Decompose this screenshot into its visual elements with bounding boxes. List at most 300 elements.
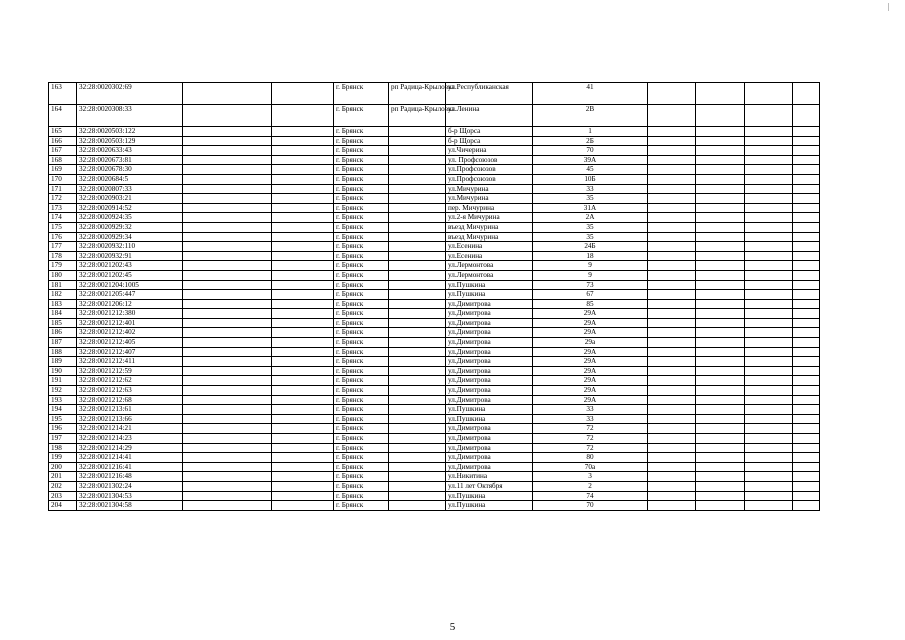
cell-city: г. Брянск — [334, 462, 389, 472]
cell-cadastral-number: 32:28:0021212:59 — [77, 366, 183, 376]
cell-city: г. Брянск — [334, 174, 389, 184]
cell-empty — [272, 338, 334, 348]
cell-street: въезд Мичурина — [446, 222, 533, 232]
cell-empty — [696, 136, 745, 146]
cell-house: 67 — [533, 290, 648, 300]
cell-house: 29А — [533, 357, 648, 367]
cell-city: г. Брянск — [334, 165, 389, 175]
cell-number: 191 — [49, 376, 77, 386]
cell-empty — [648, 376, 696, 386]
cell-empty — [696, 491, 745, 501]
cell-cadastral-number: 32:28:0021212:405 — [77, 338, 183, 348]
cell-house: 33 — [533, 405, 648, 415]
cell-empty — [696, 174, 745, 184]
cell-settlement — [389, 414, 446, 424]
cell-empty — [793, 309, 820, 319]
table-row — [49, 347, 820, 357]
table-row — [49, 501, 820, 511]
cell-number: 172 — [49, 194, 77, 204]
cell-cadastral-number: 32:28:0021302:24 — [77, 481, 183, 491]
cell-empty — [696, 309, 745, 319]
cell-empty — [696, 453, 745, 463]
cell-city: г. Брянск — [334, 328, 389, 338]
cell-empty — [272, 366, 334, 376]
cell-cadastral-number: 32:28:0021214:23 — [77, 434, 183, 444]
cell-street: ул.Республиканская — [446, 83, 533, 105]
cell-empty — [745, 242, 793, 252]
cell-empty — [793, 203, 820, 213]
cell-empty — [745, 357, 793, 367]
cell-number: 179 — [49, 261, 77, 271]
cell-empty — [648, 491, 696, 501]
table-row — [49, 174, 820, 184]
cell-empty — [272, 481, 334, 491]
cell-number: 163 — [49, 83, 77, 105]
cell-empty — [272, 213, 334, 223]
cell-empty — [696, 299, 745, 309]
cell-street: ул.Профсоюзов — [446, 174, 533, 184]
cell-city: г. Брянск — [334, 357, 389, 367]
cell-house: 70 — [533, 146, 648, 156]
cell-number: 200 — [49, 462, 77, 472]
cell-cadastral-number: 32:28:0021212:62 — [77, 376, 183, 386]
cell-empty — [272, 309, 334, 319]
cell-number: 186 — [49, 328, 77, 338]
cell-street: ул.Пушкина — [446, 414, 533, 424]
cell-empty — [793, 472, 820, 482]
cell-house: 1 — [533, 127, 648, 137]
cell-street: ул.Димитрова — [446, 357, 533, 367]
table-row — [49, 280, 820, 290]
cell-empty — [648, 232, 696, 242]
cell-empty — [745, 146, 793, 156]
cell-house: 2А — [533, 213, 648, 223]
cell-cadastral-number: 32:28:0021214:41 — [77, 453, 183, 463]
cell-empty — [183, 184, 272, 194]
cell-empty — [793, 386, 820, 396]
cell-house: 72 — [533, 424, 648, 434]
cell-house: 35 — [533, 222, 648, 232]
cell-house: 29А — [533, 318, 648, 328]
cell-empty — [793, 146, 820, 156]
cell-number: 190 — [49, 366, 77, 376]
cell-empty — [745, 376, 793, 386]
cell-empty — [272, 155, 334, 165]
cell-empty — [793, 213, 820, 223]
cell-street: ул.Димитрова — [446, 462, 533, 472]
cell-settlement — [389, 165, 446, 175]
cell-empty — [696, 338, 745, 348]
cell-street: ул.Пушкина — [446, 290, 533, 300]
cell-empty — [648, 347, 696, 357]
cell-empty — [272, 127, 334, 137]
cell-empty — [793, 491, 820, 501]
cell-street: ул.Чичерина — [446, 146, 533, 156]
cell-empty — [183, 443, 272, 453]
cell-street: ул.Димитрова — [446, 318, 533, 328]
cell-settlement — [389, 299, 446, 309]
cell-empty — [745, 232, 793, 242]
cell-settlement — [389, 357, 446, 367]
cell-street: ул.Пушкина — [446, 280, 533, 290]
cell-number: 176 — [49, 232, 77, 242]
cell-empty — [793, 232, 820, 242]
cell-house: 72 — [533, 443, 648, 453]
cell-cadastral-number: 32:28:0021213:61 — [77, 405, 183, 415]
cell-number: 171 — [49, 184, 77, 194]
cell-empty — [648, 165, 696, 175]
table-row — [49, 184, 820, 194]
cell-empty — [183, 462, 272, 472]
registry-table — [48, 82, 820, 511]
cell-empty — [696, 443, 745, 453]
cell-empty — [272, 472, 334, 482]
cell-cadastral-number: 32:28:0021202:43 — [77, 261, 183, 271]
cell-city: г. Брянск — [334, 405, 389, 415]
cell-empty — [696, 146, 745, 156]
cell-settlement — [389, 309, 446, 319]
cell-house: 85 — [533, 299, 648, 309]
cell-empty — [183, 299, 272, 309]
cell-empty — [183, 242, 272, 252]
cell-empty — [793, 105, 820, 127]
cell-street: ул.Димитрова — [446, 328, 533, 338]
cell-empty — [745, 127, 793, 137]
cell-empty — [745, 105, 793, 127]
table-row — [49, 491, 820, 501]
cell-empty — [745, 328, 793, 338]
cell-street: ул.2-я Мичурина — [446, 213, 533, 223]
cell-empty — [745, 222, 793, 232]
cell-settlement — [389, 501, 446, 511]
cell-empty — [745, 472, 793, 482]
cell-empty — [745, 434, 793, 444]
cell-empty — [648, 222, 696, 232]
cell-house: 29А — [533, 366, 648, 376]
cell-empty — [183, 83, 272, 105]
cell-empty — [183, 453, 272, 463]
cell-city: г. Брянск — [334, 242, 389, 252]
cell-settlement — [389, 472, 446, 482]
cell-number: 184 — [49, 309, 77, 319]
cell-number: 181 — [49, 280, 77, 290]
cell-empty — [793, 261, 820, 271]
cell-settlement — [389, 481, 446, 491]
cell-city: г. Брянск — [334, 424, 389, 434]
cell-empty — [745, 481, 793, 491]
cell-house: 73 — [533, 280, 648, 290]
table-row — [49, 290, 820, 300]
cell-empty — [272, 434, 334, 444]
cell-empty — [696, 194, 745, 204]
cell-empty — [648, 386, 696, 396]
cell-empty — [272, 405, 334, 415]
cell-empty — [648, 280, 696, 290]
cell-house: 70а — [533, 462, 648, 472]
cell-number: 194 — [49, 405, 77, 415]
cell-empty — [793, 424, 820, 434]
cell-empty — [648, 462, 696, 472]
cell-empty — [648, 155, 696, 165]
table-row — [49, 242, 820, 252]
cell-empty — [696, 105, 745, 127]
cell-empty — [793, 251, 820, 261]
cell-settlement — [389, 155, 446, 165]
cell-empty — [793, 443, 820, 453]
cell-empty — [183, 318, 272, 328]
cell-empty — [648, 453, 696, 463]
cell-empty — [696, 434, 745, 444]
cell-city: г. Брянск — [334, 366, 389, 376]
cell-street: ул.Ленина — [446, 105, 533, 127]
table-row — [49, 270, 820, 280]
cell-house: 2 — [533, 481, 648, 491]
cell-city: г. Брянск — [334, 309, 389, 319]
cell-city: г. Брянск — [334, 299, 389, 309]
cell-city: г. Брянск — [334, 270, 389, 280]
cell-settlement — [389, 328, 446, 338]
cell-settlement — [389, 270, 446, 280]
cell-street: ул.Димитрова — [446, 366, 533, 376]
cell-settlement — [389, 251, 446, 261]
cell-number: 180 — [49, 270, 77, 280]
table-row — [49, 481, 820, 491]
cell-empty — [793, 434, 820, 444]
cell-empty — [793, 136, 820, 146]
table-row — [49, 194, 820, 204]
cell-empty — [272, 299, 334, 309]
table-row — [49, 136, 820, 146]
cell-empty — [648, 443, 696, 453]
cell-house: 29А — [533, 347, 648, 357]
cell-number: 175 — [49, 222, 77, 232]
table-row — [49, 453, 820, 463]
cell-house: 31А — [533, 203, 648, 213]
cell-cadastral-number: 32:28:0021214:29 — [77, 443, 183, 453]
cell-empty — [648, 414, 696, 424]
cell-street: ул.Димитрова — [446, 424, 533, 434]
cell-settlement — [389, 127, 446, 137]
cell-city: г. Брянск — [334, 501, 389, 511]
cell-settlement — [389, 318, 446, 328]
cell-empty — [793, 280, 820, 290]
cell-empty — [272, 491, 334, 501]
cell-empty — [745, 318, 793, 328]
cell-empty — [183, 357, 272, 367]
cell-settlement — [389, 222, 446, 232]
cell-empty — [745, 165, 793, 175]
cell-empty — [272, 328, 334, 338]
cell-house: 29А — [533, 309, 648, 319]
cell-settlement — [389, 213, 446, 223]
cell-empty — [745, 395, 793, 405]
cell-number: 164 — [49, 105, 77, 127]
cell-house: 29А — [533, 386, 648, 396]
cell-empty — [745, 453, 793, 463]
cell-street: ул.Есенина — [446, 242, 533, 252]
table-row — [49, 462, 820, 472]
cell-empty — [648, 136, 696, 146]
cell-empty — [793, 222, 820, 232]
cell-number: 170 — [49, 174, 77, 184]
cell-empty — [696, 501, 745, 511]
table-row — [49, 357, 820, 367]
cell-empty — [793, 165, 820, 175]
cell-empty — [793, 395, 820, 405]
cell-cadastral-number: 32:28:0021212:401 — [77, 318, 183, 328]
cell-settlement — [389, 194, 446, 204]
cell-empty — [745, 136, 793, 146]
cell-empty — [745, 203, 793, 213]
cell-city: г. Брянск — [334, 443, 389, 453]
cell-settlement — [389, 146, 446, 156]
cell-empty — [183, 194, 272, 204]
cell-house: 35 — [533, 194, 648, 204]
cell-empty — [183, 309, 272, 319]
cell-empty — [793, 270, 820, 280]
cell-house: 72 — [533, 434, 648, 444]
cell-empty — [745, 386, 793, 396]
cell-house: 39А — [533, 155, 648, 165]
cell-empty — [648, 481, 696, 491]
table-row — [49, 386, 820, 396]
cell-empty — [648, 105, 696, 127]
cell-number: 197 — [49, 434, 77, 444]
cell-empty — [272, 165, 334, 175]
cell-empty — [183, 127, 272, 137]
cell-empty — [183, 105, 272, 127]
table-row — [49, 472, 820, 482]
cell-empty — [183, 376, 272, 386]
cell-number: 166 — [49, 136, 77, 146]
cell-empty — [648, 472, 696, 482]
cell-empty — [272, 261, 334, 271]
cell-house: 74 — [533, 491, 648, 501]
cell-empty — [648, 270, 696, 280]
cell-empty — [272, 386, 334, 396]
cell-empty — [793, 481, 820, 491]
cell-street: ул.Есенина — [446, 251, 533, 261]
cell-empty — [696, 472, 745, 482]
cell-empty — [183, 232, 272, 242]
cell-empty — [183, 491, 272, 501]
cell-cadastral-number: 32:28:0021304:53 — [77, 491, 183, 501]
cell-empty — [696, 347, 745, 357]
table-row — [49, 127, 820, 137]
cell-empty — [793, 194, 820, 204]
table-row — [49, 328, 820, 338]
cell-city: г. Брянск — [334, 338, 389, 348]
table-row — [49, 251, 820, 261]
cell-street: ул.11 лет Октября — [446, 481, 533, 491]
table-row — [49, 261, 820, 271]
cell-settlement — [389, 462, 446, 472]
cell-city: г. Брянск — [334, 395, 389, 405]
cell-empty — [696, 251, 745, 261]
table-row — [49, 105, 820, 127]
cell-settlement: рп Радица-Крыловка — [389, 83, 446, 105]
table-row — [49, 434, 820, 444]
cell-number: 174 — [49, 213, 77, 223]
page-number: 5 — [449, 621, 456, 633]
cell-empty — [793, 462, 820, 472]
cell-street: ул.Димитрова — [446, 386, 533, 396]
table-row — [49, 146, 820, 156]
cell-house: 2Б — [533, 136, 648, 146]
cell-number: 178 — [49, 251, 77, 261]
cell-empty — [648, 318, 696, 328]
cell-empty — [183, 261, 272, 271]
table-row — [49, 213, 820, 223]
cell-city: г. Брянск — [334, 136, 389, 146]
cell-number: 203 — [49, 491, 77, 501]
table-row — [49, 414, 820, 424]
cell-empty — [745, 405, 793, 415]
cell-settlement: рп Радица-Крыловка — [389, 105, 446, 127]
cell-empty — [183, 405, 272, 415]
cell-house: 29А — [533, 328, 648, 338]
cell-empty — [648, 146, 696, 156]
cell-settlement — [389, 136, 446, 146]
cell-city: г. Брянск — [334, 472, 389, 482]
cell-empty — [745, 83, 793, 105]
cell-empty — [648, 366, 696, 376]
cell-cadastral-number: 32:28:0021206:12 — [77, 299, 183, 309]
cell-cadastral-number: 32:28:0020673:81 — [77, 155, 183, 165]
cell-empty — [696, 462, 745, 472]
registry-table-body — [49, 83, 820, 511]
cell-empty — [696, 184, 745, 194]
cell-empty — [793, 155, 820, 165]
cell-empty — [272, 347, 334, 357]
cell-cadastral-number: 32:28:0020807:33 — [77, 184, 183, 194]
cell-number: 182 — [49, 290, 77, 300]
cell-empty — [648, 501, 696, 511]
cell-empty — [793, 405, 820, 415]
table-row — [49, 366, 820, 376]
cell-empty — [272, 290, 334, 300]
cell-empty — [696, 213, 745, 223]
cell-house: 70 — [533, 501, 648, 511]
cell-number: 187 — [49, 338, 77, 348]
cell-empty — [183, 424, 272, 434]
cell-number: 196 — [49, 424, 77, 434]
cell-cadastral-number: 32:28:0020903:21 — [77, 194, 183, 204]
table-row — [49, 395, 820, 405]
table-row — [49, 232, 820, 242]
cell-empty — [648, 395, 696, 405]
cell-empty — [648, 357, 696, 367]
cell-number: 165 — [49, 127, 77, 137]
cell-empty — [183, 290, 272, 300]
table-row — [49, 376, 820, 386]
cell-city: г. Брянск — [334, 146, 389, 156]
cell-empty — [272, 222, 334, 232]
cell-settlement — [389, 395, 446, 405]
cell-settlement — [389, 184, 446, 194]
cell-empty — [745, 290, 793, 300]
cell-empty — [272, 184, 334, 194]
table-row — [49, 203, 820, 213]
cell-street: ул.Димитрова — [446, 309, 533, 319]
cell-settlement — [389, 453, 446, 463]
cell-settlement — [389, 405, 446, 415]
cell-number: 185 — [49, 318, 77, 328]
cell-city: г. Брянск — [334, 83, 389, 105]
cell-empty — [696, 357, 745, 367]
cell-empty — [272, 501, 334, 511]
cell-street: ул.Димитрова — [446, 395, 533, 405]
